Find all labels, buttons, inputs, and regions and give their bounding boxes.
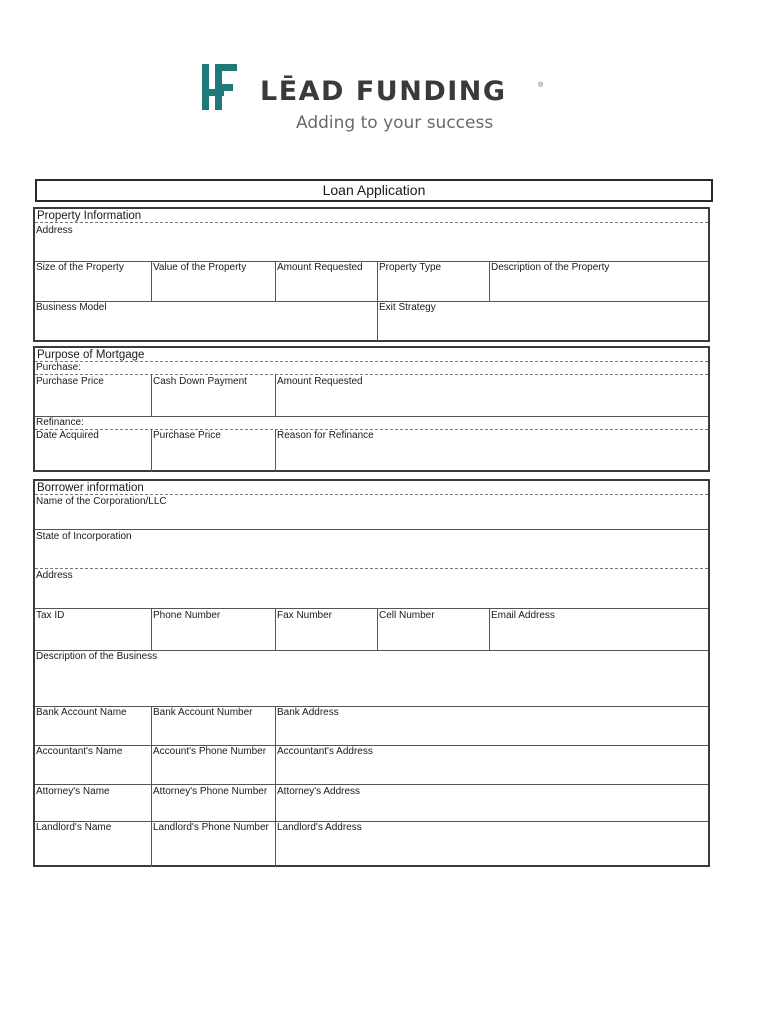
company-logo bbox=[198, 62, 558, 142]
exit-strategy-field[interactable]: Exit Strategy bbox=[379, 302, 436, 313]
accountant-address-field[interactable]: Accountant's Address bbox=[277, 746, 373, 757]
property-type-field[interactable]: Property Type bbox=[379, 262, 442, 273]
purchase-label: Purchase: bbox=[36, 362, 82, 373]
property-address-field[interactable]: Address bbox=[36, 225, 73, 236]
amount-requested-field[interactable]: Amount Requested bbox=[277, 262, 363, 273]
phone-number-field[interactable]: Phone Number bbox=[153, 610, 221, 621]
borrower-address-field[interactable]: Address bbox=[36, 570, 73, 581]
purpose-of-mortgage-section bbox=[33, 346, 710, 472]
landlord-address-field[interactable]: Landlord's Address bbox=[277, 822, 362, 833]
reason-for-refinance-field[interactable]: Reason for Refinance bbox=[277, 430, 374, 441]
brand-tagline: Adding to your success bbox=[296, 113, 494, 133]
accountant-phone-field[interactable]: Account's Phone Number bbox=[153, 746, 267, 757]
borrower-information-section bbox=[33, 479, 710, 867]
refinance-purchase-price-field[interactable]: Purchase Price bbox=[153, 430, 221, 441]
registered-mark: ® bbox=[538, 82, 544, 89]
corporation-name-field[interactable]: Name of the Corporation/LLC bbox=[36, 496, 167, 507]
cash-down-payment-field[interactable]: Cash Down Payment bbox=[153, 376, 247, 387]
brand-name: LĒAD FUNDING bbox=[260, 76, 507, 107]
mortgage-amount-requested-field[interactable]: Amount Requested bbox=[277, 376, 363, 387]
section-title: Property Information bbox=[37, 210, 142, 222]
attorney-name-field[interactable]: Attorney's Name bbox=[36, 786, 110, 797]
cell-number-field[interactable]: Cell Number bbox=[379, 610, 435, 621]
state-of-incorporation-field[interactable]: State of Incorporation bbox=[36, 531, 132, 542]
business-model-field[interactable]: Business Model bbox=[36, 302, 107, 313]
property-value-field[interactable]: Value of the Property bbox=[153, 262, 247, 273]
date-acquired-field[interactable]: Date Acquired bbox=[36, 430, 99, 441]
form-title: Loan Application bbox=[35, 179, 713, 202]
property-description-field[interactable]: Description of the Property bbox=[491, 262, 610, 273]
tax-id-field[interactable]: Tax ID bbox=[36, 610, 65, 621]
bank-account-name-field[interactable]: Bank Account Name bbox=[36, 707, 127, 718]
landlord-name-field[interactable]: Landlord's Name bbox=[36, 822, 112, 833]
fax-number-field[interactable]: Fax Number bbox=[277, 610, 333, 621]
attorney-phone-field[interactable]: Attorney's Phone Number bbox=[153, 786, 268, 797]
refinance-label: Refinance: bbox=[36, 417, 84, 428]
bank-account-number-field[interactable]: Bank Account Number bbox=[153, 707, 253, 718]
purchase-price-field[interactable]: Purchase Price bbox=[36, 376, 104, 387]
attorney-address-field[interactable]: Attorney's Address bbox=[277, 786, 361, 797]
section-title: Borrower information bbox=[37, 482, 144, 494]
property-information-section bbox=[33, 207, 710, 342]
email-address-field[interactable]: Email Address bbox=[491, 610, 555, 621]
section-title: Purpose of Mortgage bbox=[37, 349, 145, 361]
lead-funding-logo-icon bbox=[198, 62, 246, 114]
landlord-phone-field[interactable]: Landlord's Phone Number bbox=[153, 822, 269, 833]
bank-address-field[interactable]: Bank Address bbox=[277, 707, 339, 718]
business-description-field[interactable]: Description of the Business bbox=[36, 651, 158, 662]
property-size-field[interactable]: Size of the Property bbox=[36, 262, 124, 273]
accountant-name-field[interactable]: Accountant's Name bbox=[36, 746, 123, 757]
